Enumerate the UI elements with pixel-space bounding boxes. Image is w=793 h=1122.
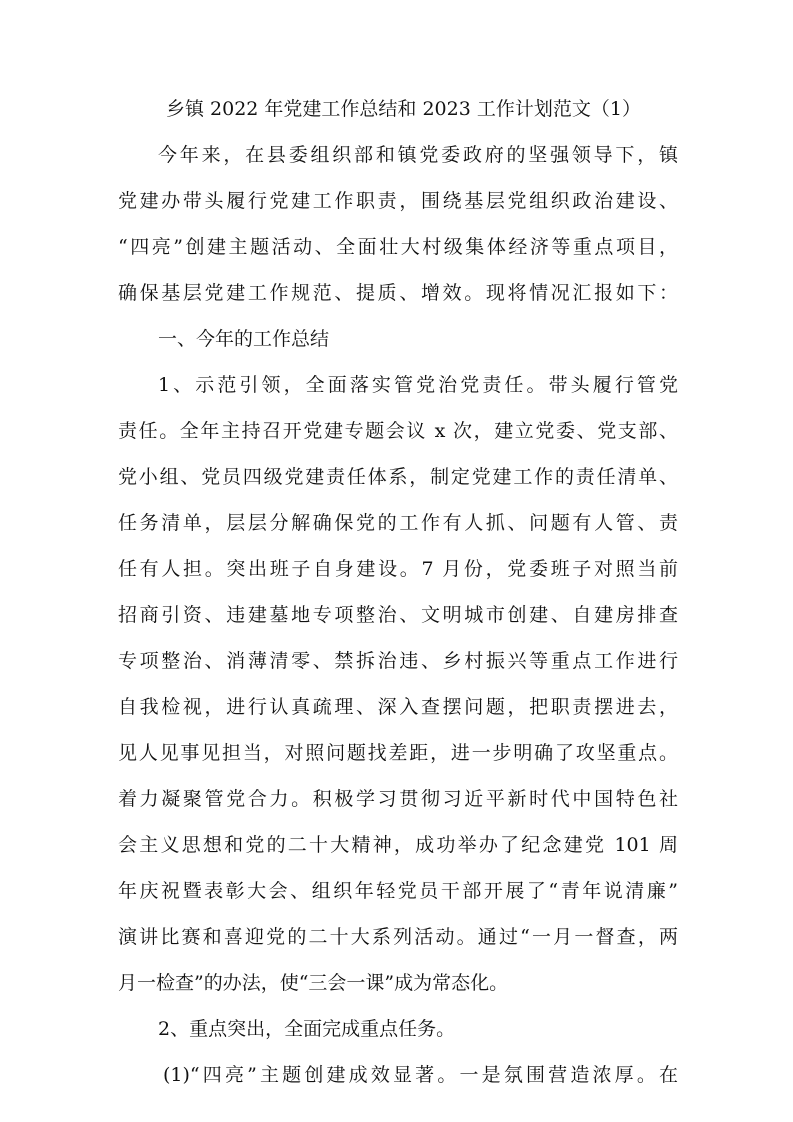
paragraph-line: 见人见事见担当，对照问题找差距，进一步明确了攻坚重点。: [118, 742, 678, 764]
paragraph-line: 自我检视，进行认真疏理、深入查摆问题，把职责摆进去，: [118, 696, 678, 718]
paragraph-line: 党小组、党员四级党建责任体系，制定党建工作的责任清单、: [118, 466, 678, 488]
paragraph-line: 会主义思想和党的二十大精神，成功举办了纪念建党 101 周: [118, 834, 678, 856]
paragraph-line: 今年来，在县委组织部和镇党委政府的坚强领导下，镇: [158, 144, 678, 166]
paragraph-line: 确保基层党建工作规范、提质、增效。现将情况汇报如下：: [118, 282, 678, 304]
paragraph-line: 月一检查”的办法，使“三会一课”成为常态化。: [118, 972, 509, 994]
paragraph-line: 专项整治、消薄清零、禁拆治违、乡村振兴等重点工作进行: [118, 650, 678, 672]
paragraph-line: 任有人担。突出班子自身建设。7 月份，党委班子对照当前: [118, 558, 678, 580]
paragraph-line: 1、示范引领，全面落实管党治党责任。带头履行管党: [158, 374, 678, 396]
paragraph-line: 演讲比赛和喜迎党的二十大系列活动。通过“一月一督查，两: [118, 926, 678, 948]
document-title: 乡镇 2022 年党建工作总结和 2023 工作计划范文（1）: [166, 98, 641, 120]
paragraph-line: 责任。全年主持召开党建专题会议 x 次，建立党委、党支部、: [118, 420, 678, 442]
paragraph-line: 着力凝聚管党合力。积极学习贯彻习近平新时代中国特色社: [118, 788, 678, 810]
section-heading: 一、今年的工作总结: [158, 328, 330, 350]
document-page: [118, 86, 678, 1098]
paragraph-line: (1)“四亮”主题创建成效显著。一是氛围营造浓厚。在: [163, 1064, 678, 1086]
paragraph-line: 年庆祝暨表彰大会、组织年轻党员干部开展了“青年说清廉”: [118, 880, 678, 902]
subsection-heading: 2、重点突出，全面完成重点任务。: [158, 1018, 456, 1040]
paragraph-line: “四亮”创建主题活动、全面壮大村级集体经济等重点项目，: [118, 236, 678, 258]
paragraph-line: 任务清单，层层分解确保党的工作有人抓、问题有人管、责: [118, 512, 678, 534]
paragraph-line: 党建办带头履行党建工作职责，围绕基层党组织政治建设、: [118, 190, 678, 212]
paragraph-line: 招商引资、违建墓地专项整治、文明城市创建、自建房排查: [118, 604, 678, 626]
